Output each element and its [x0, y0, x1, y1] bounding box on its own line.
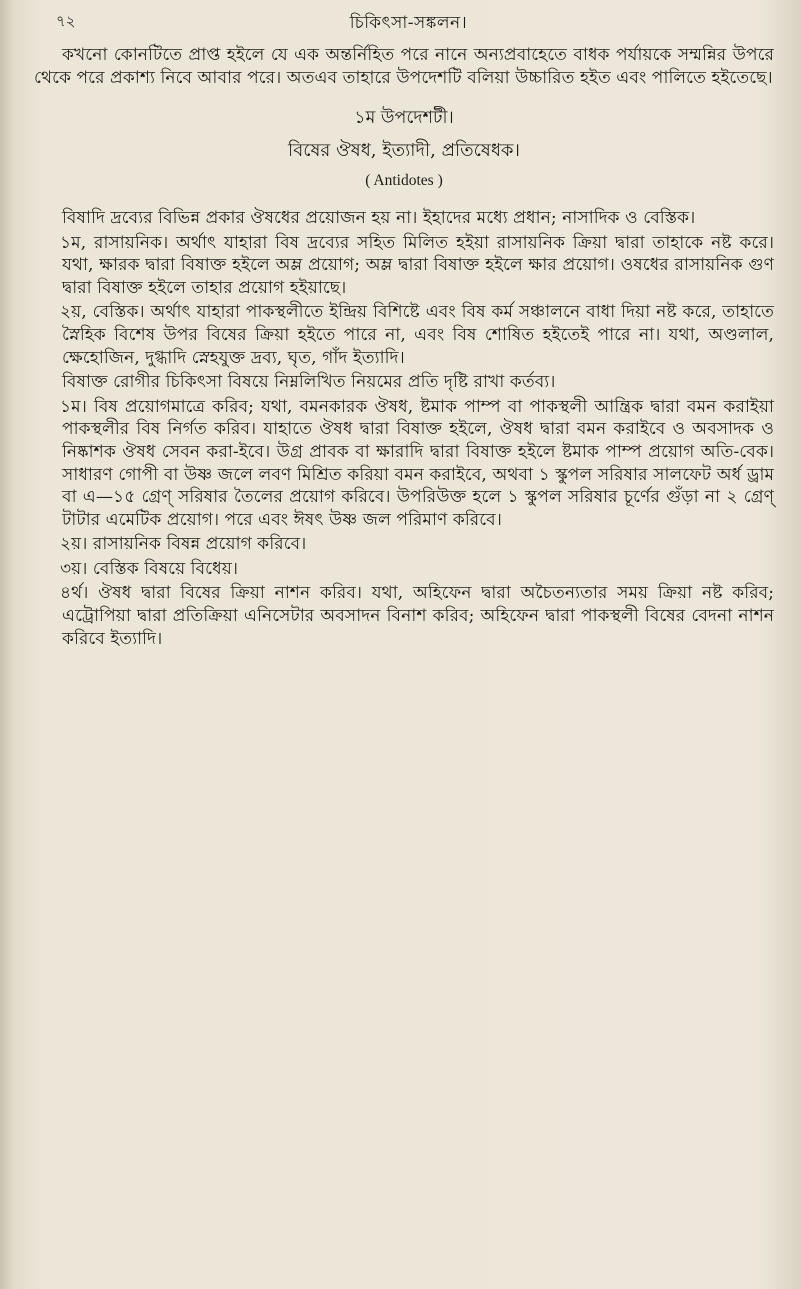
- chapter-heading: ১ম উপদেশটী।: [354, 108, 454, 129]
- subtitle: ( Antidotes ): [365, 172, 443, 190]
- intro-paragraph: কখনো কোনটিতে প্রাপ্ত হইলে যে এক অন্তর্নিহিত পরে নানে অন্যপ্রবাহেতে বাধক পর্যায়কে সম্মন্নির উপরে থেকে পরে প্রকাশ্য নিবে আবার পরে। অতএব তাহারে উপদেশটি বলিয়া উচ্চারিত হইত এবং পালিতে হইতেছে।: [34, 45, 774, 88]
- treatment-rules-list: [34, 396, 774, 651]
- running-title: চিকিৎসা-সঙ্কলন।: [349, 13, 468, 33]
- page-gutter: [0, 0, 14, 1289]
- rule-number: ৩য়।: [60, 558, 88, 579]
- item-text: বেস্তিক। অর্থাৎ যাহারা পাকস্থলীতে ইন্দ্রিয় বিশিষ্টে এবং বিষ কর্ম সঞ্চালনে বাধা দিয়া নষ্ট করে, তাহাতে স্নৈহিক বিশেষ উপর বিষের ক্রিয়া হইতে পারে না, এবং বিষ শোষিত হইতেই পারে না। যথা, অণ্ডলাল, ক্ষেহোজিন, দুগ্ধাদি স্নেহযুক্ত দ্রব্য, ঘৃত, গাঁদ ইত্যাদি।: [62, 302, 774, 368]
- rule-number: ৪র্থ।: [60, 583, 89, 604]
- rule-text: বেস্তিক বিষয়ে বিধেয়।: [92, 558, 238, 579]
- list-item: [34, 558, 774, 581]
- rule-text: রাসায়নিক বিষন্ন প্রয়োগ করিবে।: [92, 534, 307, 555]
- list-item: [34, 396, 774, 532]
- antidote-types-list: [34, 232, 774, 370]
- page-body: [34, 44, 774, 652]
- rule-number: ২য়।: [60, 534, 88, 555]
- section-heading: বিষের ঔষধ, ইত্যাদী, প্রতিষেধক।: [288, 139, 520, 161]
- list-item: [34, 301, 774, 369]
- page-header: [56, 10, 761, 38]
- item-text: রাসায়নিক। অর্থাৎ যাহারা বিষ দ্রব্যের সহিত মিলিত হইয়া রাসায়নিক ক্রিয়া দ্বারা তাহাকে নষ্ট করে। যথা, ক্ষারক দ্বারা বিষাক্ত হইলে অম্ল প্রয়োগ; অম্ল দ্বারা বিষাক্ত হইলে ক্ষার প্রয়োগ। ওষধের রাসায়নিক গুণ দ্বারা বিষাক্ত হইলে তাহার প্রয়োগ হইয়াছে।: [62, 232, 774, 298]
- rule-text: বিষ প্রয়োগমাত্রে করিব; যথা, বমনকারক ঔষধ, ষ্টমাক পাম্প বা পাকস্থলী আন্ত্রিক দ্বারা বমন করাইয়া পাকস্থলীর বিষ নির্গত করিব। যাহাতে ঔষধ দ্বারা বিষাক্ত হইলে, ঔষধ দ্বারা বমন করাইবে ও অবসাদক ও নিষ্কাশক ঔষধ সেবন করা-ইবে। উগ্র প্রাবক বা ক্ষারাদি দ্বারা বিষাক্ত হইলে ষ্টমাক পাম্প প্রয়োগ অতি-বেক। সাধারণ গোপী বা উষ্ণ জলে লবণ মিশ্রিত করিয়া বমন করাইবে, অথবা ১ স্কুপল সরিষার সালফেট অর্ধ ড্রাম বা এ—১৫ গ্রেণ্ সরিষার তৈলের প্রয়োগ করিবে। উপরিউক্ত হলে ১ স্কুপল সরিষার চূর্ণের গুঁড়া না ২ গ্রেণ্ টাটার এমেটিক প্রয়োগ। পরে এবং ঈষৎ উষ্ণ জল পরিমাণ করিবে।: [62, 396, 774, 530]
- list-item: [34, 582, 774, 650]
- rule-text: ঔষধ দ্বারা বিষের ক্রিয়া নাশন করিব। যথা, অহিফেন দ্বারা অচৈতন্যতার সময় ক্রিয়া নষ্ট করিব; এট্রোপিয়া দ্বারা প্রতিক্রিয়া এনিসেটার অবসাদন বিনাশ করিব; অহিফেন দ্বারা পাকস্থলী বিষের বেদনা নাশন করিবে ইত্যাদি।: [62, 583, 774, 649]
- list-item: [34, 232, 774, 300]
- list-intro: বিষাদি দ্রব্যের বিভিন্ন প্রকার ঔষধের প্রয়োজন হয় না। ইহাদের মধ্যে প্রধান; নাসাদিক ও বেস্তিক।: [62, 207, 696, 228]
- page-number: ৭২: [56, 12, 76, 30]
- rule-number: ১ম।: [60, 396, 87, 417]
- item-number: ২য়,: [60, 302, 87, 323]
- item-number: ১ম,: [60, 232, 87, 253]
- list-item: [34, 533, 774, 556]
- rules-heading: বিষাক্ত রোগীর চিকিৎসা বিষয়ে নিম্নলিখিত নিয়মের প্রতি দৃষ্টি রাখা কর্তব্য।: [62, 372, 556, 393]
